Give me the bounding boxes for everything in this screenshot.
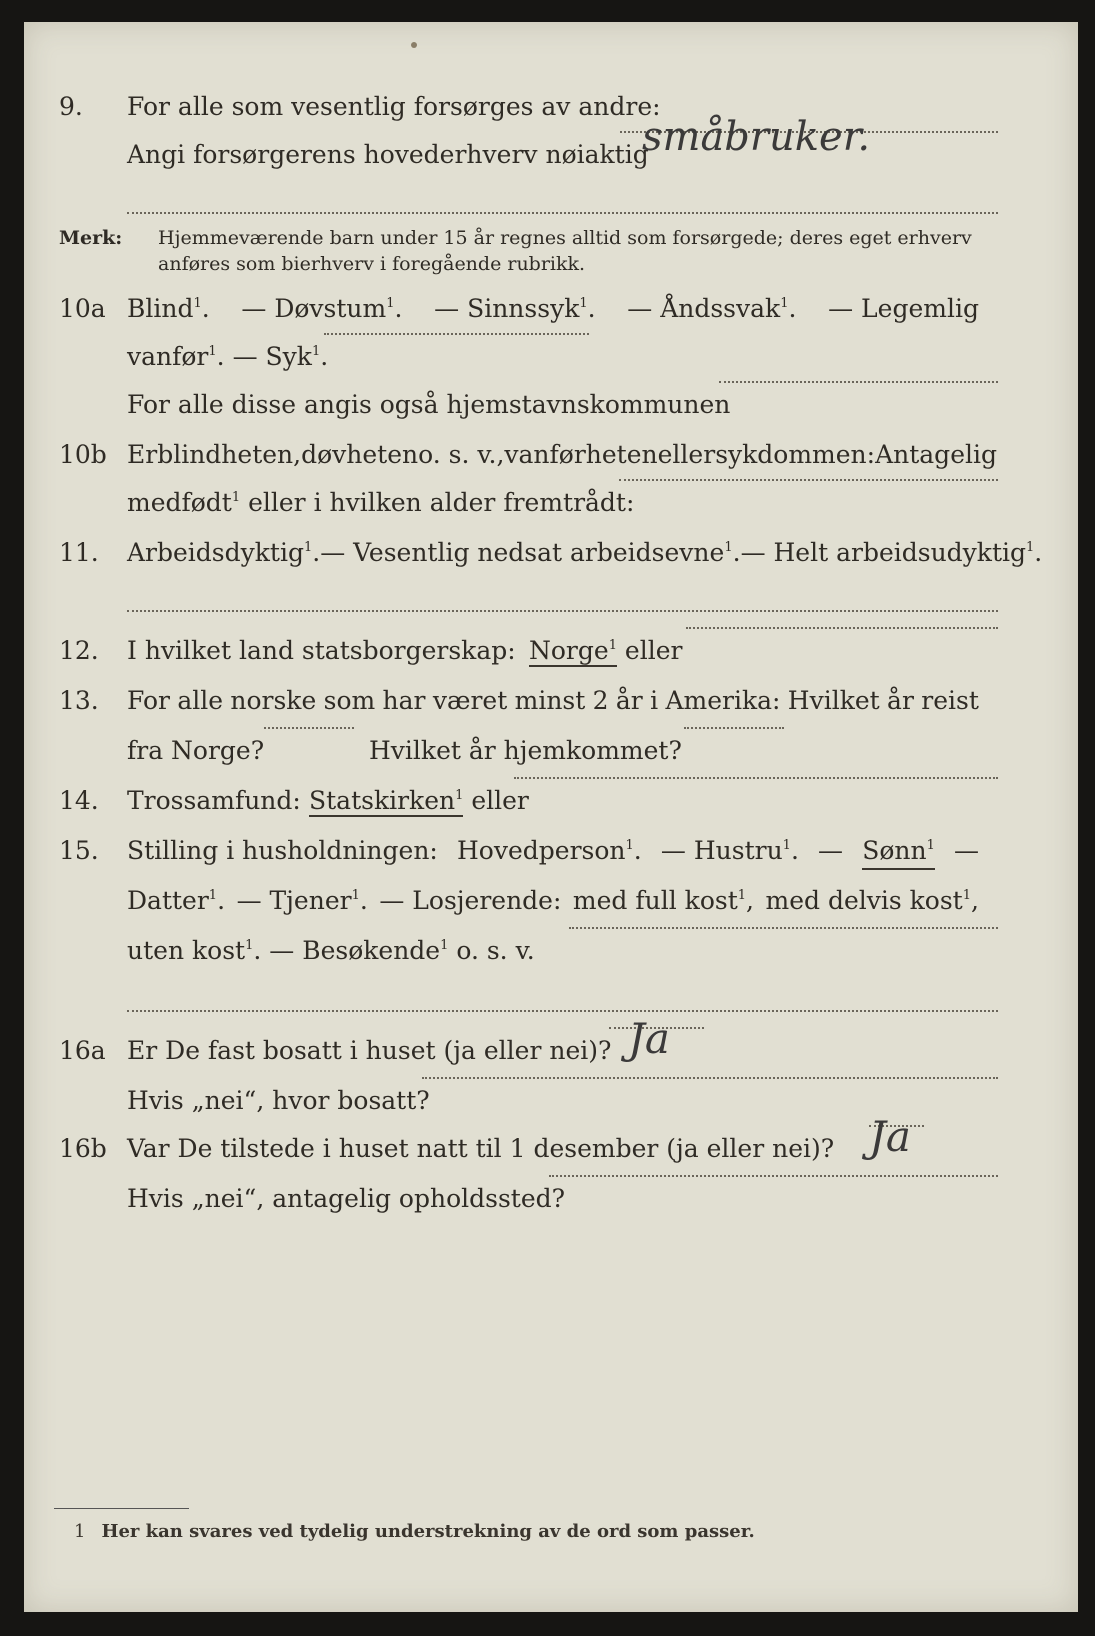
resident-answer: Ja (628, 1014, 670, 1063)
option-mentally-disabled[interactable]: — Åndssvak$^1$. (627, 294, 797, 323)
question-13-line-1 (24, 684, 1078, 718)
option-congenital[interactable]: medfødt (127, 488, 232, 517)
question-10b-line-2 (24, 486, 1078, 520)
question-11-number: 11. (59, 538, 99, 567)
question-9-line-1 (24, 90, 1078, 124)
option-unable-to-work[interactable]: — Helt arbeidsudyktig$^1$. (740, 538, 1043, 567)
citizenship-options: Norge$^1$ eller (529, 636, 683, 665)
option-physically[interactable]: — Legemlig (828, 294, 979, 323)
whereabouts-prompt: Hvis „nei“, antagelig opholdssted? (127, 1184, 566, 1213)
question-16a-line-1 (24, 1014, 1078, 1068)
question-12-number: 12. (59, 636, 99, 665)
residence-prompt: Hvis „nei“, hvor bosatt? (127, 1086, 430, 1115)
census-form-page (24, 22, 1078, 1612)
resident-prompt: Er De fast bosatt i huset (ja eller nei)? (127, 1036, 612, 1065)
option-servant[interactable]: — Tjener$^1$. (236, 886, 368, 915)
option-able-to-work[interactable]: Arbeidsdyktig$^1$. (127, 538, 321, 567)
option-disabled-sick[interactable]: vanfør$^1$. — Syk$^1$. (127, 342, 329, 371)
question-16b-number: 16b (59, 1134, 107, 1163)
home-municipality-prompt: For alle disse angis også hjemstavnskommunen (127, 390, 731, 419)
question-13-text: For alle norske som har været minst 2 år i Amerika: Hvilket år reist (127, 686, 979, 715)
merk-text-2: anføres som bierhverv i foregående rubrikk. (158, 253, 586, 275)
option-norway-underlined[interactable]: Norge$^1$ (529, 636, 617, 665)
question-10b-text: Er blindheten, døvheten o. s. v., vanførheten eller sykdommen: Antagelig (127, 440, 997, 469)
question-14-line (24, 784, 1078, 818)
question-10b-line-1 (24, 438, 1078, 472)
option-visitor[interactable]: — Besøkende$^1$ (269, 936, 449, 965)
question-12-line (24, 634, 1078, 668)
question-9-text: For alle som vesentlig forsørges av andre: (127, 92, 661, 121)
question-15-line-1 (24, 834, 1078, 868)
merk-label: Merk: (59, 227, 123, 249)
question-10a-line-1 (24, 292, 1078, 326)
question-11-line-1 (24, 536, 1078, 570)
merk-note-line-2 (24, 250, 1078, 284)
question-16a-line-2 (24, 1084, 1078, 1118)
question-9-line-2 (24, 114, 1078, 172)
question-15-line-3 (24, 934, 1078, 968)
footnote (74, 1518, 755, 1546)
question-15-extra-line (127, 1010, 998, 1012)
citizenship-prompt: I hvilket land statsborgerskap: (127, 636, 516, 665)
religion-prompt: Trossamfund: (127, 786, 301, 815)
religion-options: Statskirken$^1$ eller (309, 786, 529, 815)
question-9-number: 9. (59, 92, 83, 121)
option-state-church-underlined[interactable]: Statskirken$^1$ (309, 786, 464, 815)
work-ability-options (127, 536, 1043, 570)
option-partial-board[interactable]: med delvis kost$^1$, (765, 886, 979, 915)
footnote-rule (54, 1508, 189, 1509)
question-10a-line-3 (24, 388, 1078, 422)
return-year-prompt: Hvilket år hjemkommet? (369, 736, 682, 765)
option-head[interactable]: Hovedperson$^1$. (457, 836, 642, 865)
present-answer: Ja (869, 1112, 911, 1161)
household-position-options-3: uten kost$^1$. — Besøkende$^1$ o. s. v. (127, 936, 535, 965)
emigration-year-prompt: fra Norge? (127, 736, 265, 765)
ink-speck (411, 42, 417, 48)
disability-options (127, 292, 979, 326)
question-9-extra-line (127, 212, 998, 214)
merk-text-1: Hjemmeværende barn under 15 år regnes alltid som forsørgede; deres eget erhverv (158, 227, 972, 249)
question-10a-number: 10a (59, 294, 106, 323)
question-16b-line-2 (24, 1182, 1078, 1216)
footnote-mark: 1 (74, 1521, 86, 1542)
present-prompt: Var De tilstede i huset natt til 1 desember (ja eller nei)? (127, 1134, 835, 1163)
question-13-line-2 (24, 734, 1078, 768)
question-15-line-2 (24, 884, 1078, 918)
question-10b-prompt: medfødt$^1$ eller i hvilken alder fremtrådt: (127, 488, 635, 517)
question-9-prompt: Angi forsørgerens hovederhverv nøiaktig (127, 140, 649, 169)
option-reduced-ability[interactable]: — Vesentlig nedsat arbeidsevne$^1$. (320, 538, 741, 567)
option-blind[interactable]: Blind$^1$. (127, 294, 210, 323)
question-11-extra-line (127, 610, 998, 612)
option-full-board[interactable]: med full kost$^1$, (572, 886, 754, 915)
option-wife[interactable]: — Hustru$^1$. (660, 836, 799, 865)
question-14-number: 14. (59, 786, 99, 815)
option-insane[interactable]: — Sinnssyk$^1$. (434, 294, 596, 323)
household-position-options-2: Datter$^1$. — Tjener$^1$. — Losjerende: med full kost$^1$, med delvis kost$^1$, (127, 884, 979, 918)
footnote-text: Her kan svares ved tydelig understrekning av de ord som passer. (101, 1521, 755, 1542)
question-10a-line-2 (24, 340, 1078, 374)
question-13-number: 13. (59, 686, 99, 715)
question-10b-number: 10b (59, 440, 107, 469)
option-daughter[interactable]: Datter$^1$. (127, 886, 226, 915)
option-son-underlined[interactable]: Sønn$^1$ (862, 834, 935, 870)
question-16b-line-1 (24, 1112, 1078, 1166)
option-deaf-mute[interactable]: — Døvstum$^1$. (241, 294, 403, 323)
household-position-options-1: Stilling i husholdningen: Hovedperson$^1$. — Hustru$^1$. — Sønn$^1$ — (127, 834, 979, 870)
question-15-number: 15. (59, 836, 99, 865)
main-occupation-answer: småbruker. (642, 114, 871, 160)
question-16a-number: 16a (59, 1036, 106, 1065)
option-no-board[interactable]: uten kost$^1$. (127, 936, 262, 965)
